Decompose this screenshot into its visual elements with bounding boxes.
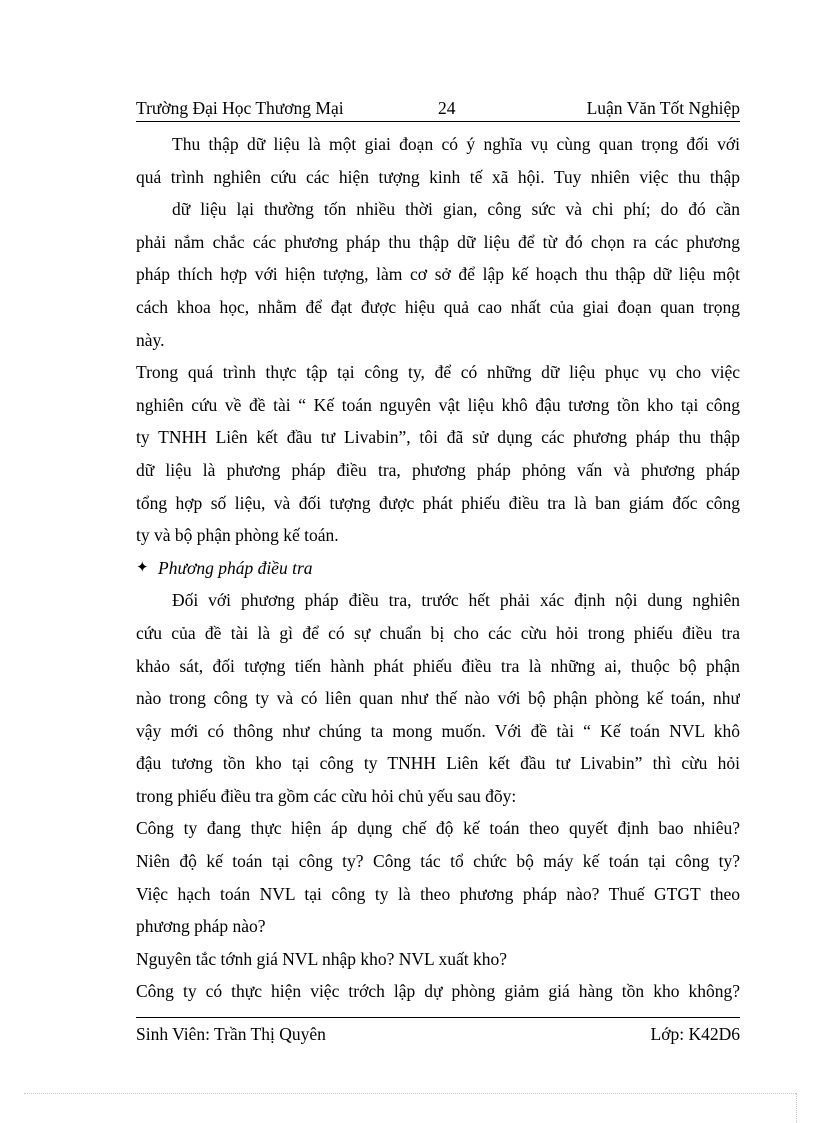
page-edge-guide bbox=[24, 1093, 796, 1094]
text-line: nghiên cứu về đề tài “ Kế toán nguyên vật liệu khô đậu tương tồn kho tại công bbox=[136, 394, 740, 415]
section-heading bbox=[136, 552, 740, 585]
page-header bbox=[136, 96, 740, 122]
text-line: Thu thập dữ liệu là một giai đoạn có ý nghĩa vụ cùng quan trọng đối với bbox=[172, 134, 740, 154]
text-line: nào trong công ty và có liên quan như thế nào với bộ phận phòng kế toán, như bbox=[136, 688, 740, 709]
page-footer bbox=[136, 1022, 740, 1048]
text-line: cứu của đề tài là gì để có sự chuẩn bị cho các cừu hỏi trong phiếu điều tra bbox=[136, 622, 740, 643]
text-line: quá trình nghiên cứu các hiện tượng kinh tế xã hội. Tuy nhiên việc thu thập bbox=[136, 166, 740, 187]
question-line: Nguyên tắc tớnh giá NVL nhập kho? NVL xuất kho? bbox=[136, 948, 507, 969]
question-line: phương pháp nào? bbox=[136, 916, 266, 937]
text-line: ty và bộ phận phòng kế toán. bbox=[136, 525, 339, 546]
question-line: Niên độ kế toán tại công ty? Công tác tổ chức bộ máy kế toán tại công ty? bbox=[136, 851, 740, 872]
text-line: này. bbox=[136, 329, 165, 350]
text-line: dữ liệu lại thường tốn nhiều thời gian, công sức và chi phí; do đó cần bbox=[172, 199, 740, 220]
header-doc-type: Luận Văn Tốt Nghiệp bbox=[586, 98, 740, 118]
text-line: phải nắm chắc các phương pháp thu thập dữ liệu để từ đó chọn ra các phương bbox=[136, 231, 740, 252]
header-school: Trường Đại Học Thương Mại bbox=[136, 98, 344, 118]
text-line: trong phiếu điều tra gồm các cừu hỏi chủ yếu sau đõy: bbox=[136, 785, 517, 806]
text-line: Trong quá trình thực tập tại công ty, để có những dữ liệu phục vụ cho việc bbox=[136, 362, 740, 383]
text-line: khảo sát, đối tượng tiến hành phát phiếu điều tra là những ai, thuộc bộ phận bbox=[136, 655, 740, 676]
four-pointed-star-icon: ✦ bbox=[136, 559, 149, 576]
page-body bbox=[136, 128, 740, 1008]
question-line: Công ty có thực hiện việc trớch lập dự phòng giảm giá hàng tồn kho không? bbox=[136, 981, 740, 1002]
page-edge-guide bbox=[796, 1093, 797, 1123]
section-heading-text: Phương pháp điều tra bbox=[158, 557, 313, 578]
footer-student: Sinh Viên: Trần Thị Quyên bbox=[136, 1024, 326, 1044]
text-line: dữ liệu là phương pháp điều tra, phương pháp phỏng vấn và phương pháp bbox=[136, 459, 740, 480]
question-line: Công ty đang thực hiện áp dụng chế độ kế toán theo quyết định bao nhiêu? bbox=[136, 818, 740, 839]
text-line: cách khoa học, nhằm để đạt được hiệu quả cao nhất của giai đoạn quan trọng bbox=[136, 296, 740, 317]
text-line: pháp thích hợp với hiện tượng, làm cơ sở để lập kế hoạch thu thập dữ liệu một bbox=[136, 264, 740, 285]
footer-class: Lớp: K42D6 bbox=[650, 1024, 740, 1044]
question-line: Việc hạch toán NVL tại công ty là theo phương pháp nào? Thuế GTGT theo bbox=[136, 883, 740, 904]
footer-rule bbox=[136, 1017, 740, 1018]
text-line: ty TNHH Liên kết đầu tư Livabin”, tôi đã sử dụng các phương pháp thu thập bbox=[136, 427, 740, 448]
text-line: vậy mới có thông như chúng ta mong muốn. Với đề tài “ Kế toán NVL khô bbox=[136, 720, 740, 741]
header-page-number: 24 bbox=[438, 98, 456, 118]
header-rule bbox=[136, 121, 740, 122]
text-line: Đối với phương pháp điều tra, trước hết phải xác định nội dung nghiên bbox=[172, 590, 740, 611]
text-line: đậu tương tồn kho tại công ty TNHH Liên kết đầu tư Livabin” thì cừu hỏi bbox=[136, 753, 740, 774]
text-line: tổng hợp số liệu, và đối tượng được phát phiếu điều tra là ban giám đốc công bbox=[136, 492, 740, 513]
